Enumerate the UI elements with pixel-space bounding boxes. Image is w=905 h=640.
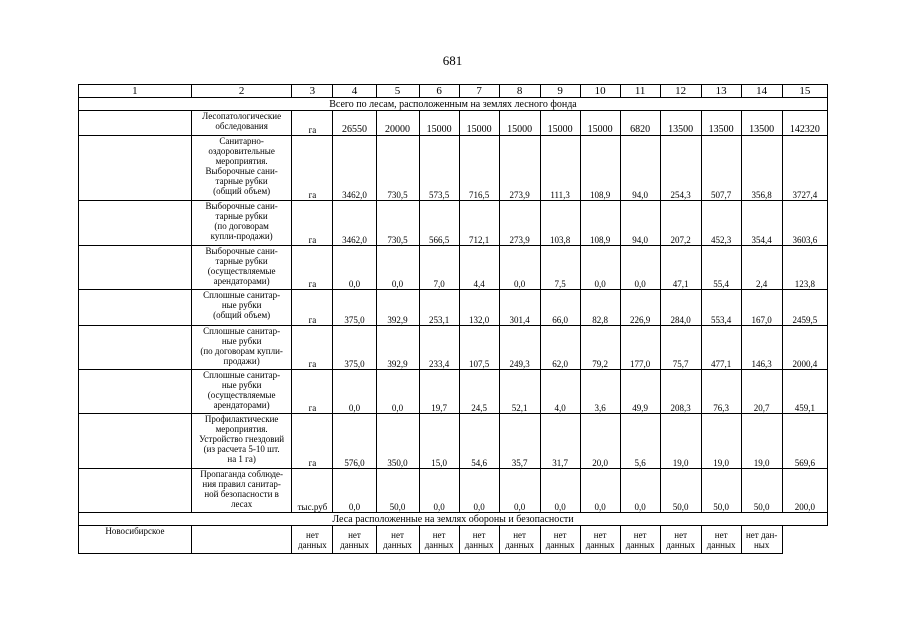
cell-value: 477,1 — [701, 326, 741, 370]
cell-value: 50,0 — [660, 469, 701, 513]
cell-value: 273,9 — [499, 201, 540, 246]
col-header: 2 — [191, 85, 292, 98]
page-number: 681 — [442, 53, 463, 68]
section-header-row — [79, 98, 828, 111]
col-header: 10 — [580, 85, 620, 98]
col-header: 11 — [620, 85, 660, 98]
cell-value: 66,0 — [540, 290, 580, 326]
cell-value: нет данных — [333, 526, 376, 554]
cell-value: 0,0 — [620, 246, 660, 290]
region-name: Новосибирское — [79, 526, 192, 554]
row-name: Пропаганда соблюде- ния правил санитар- ной безопасности в лесах — [191, 469, 292, 513]
cell-value: 0,0 — [540, 469, 580, 513]
cell-value: 207,2 — [660, 201, 701, 246]
cell-value: 730,5 — [376, 136, 419, 201]
cell-value: 254,3 — [660, 136, 701, 201]
cell-value: 576,0 — [333, 414, 376, 469]
cell-value: 716,5 — [459, 136, 499, 201]
cell-value: 19,0 — [660, 414, 701, 469]
cell-value: 111,3 — [540, 136, 580, 201]
cell-value: нет данных — [499, 526, 540, 554]
cell-value: 507,7 — [701, 136, 741, 201]
cell-value: 375,0 — [333, 290, 376, 326]
cell-value: 20,7 — [741, 370, 782, 414]
cell-value: 13500 — [660, 111, 701, 136]
cell-value: 123,8 — [782, 246, 827, 290]
row-unit: га — [292, 136, 333, 201]
cell-value: 19,0 — [701, 414, 741, 469]
cell-value: 75,7 — [660, 326, 701, 370]
row-name: Сплошные санитар- ные рубки (осуществляемые арендаторами) — [191, 370, 292, 414]
cell-value: 2000,4 — [782, 326, 827, 370]
col-header: 13 — [701, 85, 741, 98]
cell-value: 31,7 — [540, 414, 580, 469]
cell-value: 730,5 — [376, 201, 419, 246]
col-header: 15 — [782, 85, 827, 98]
cell-value: 142320 — [782, 111, 827, 136]
table-row — [79, 469, 828, 513]
cell-value: 459,1 — [782, 370, 827, 414]
row-name: Выборочные сани- тарные рубки (осуществляемые арендаторами) — [191, 246, 292, 290]
cell-value: 13500 — [741, 111, 782, 136]
cell-value: 54,6 — [459, 414, 499, 469]
row-name: Выборочные сани- тарные рубки (по договорам купли-продажи) — [191, 201, 292, 246]
table-row — [79, 246, 828, 290]
cell-value: 200,0 — [782, 469, 827, 513]
cell-value: 52,1 — [499, 370, 540, 414]
cell-value: 4,4 — [459, 246, 499, 290]
cell-value: 553,4 — [701, 290, 741, 326]
cell-value: 350,0 — [376, 414, 419, 469]
cell-value: 573,5 — [419, 136, 459, 201]
cell-value: 226,9 — [620, 290, 660, 326]
cell-value: нет данных — [620, 526, 660, 554]
cell-value: 452,3 — [701, 201, 741, 246]
cell-value: 62,0 — [540, 326, 580, 370]
cell-value: 301,4 — [499, 290, 540, 326]
cell-value: нет данных — [580, 526, 620, 554]
table-row — [79, 201, 828, 246]
cell-value: 0,0 — [580, 246, 620, 290]
row-unit: га — [292, 111, 333, 136]
cell-value: 15000 — [459, 111, 499, 136]
row-name: Сплошные санитар- ные рубки (общий объем) — [191, 290, 292, 326]
cell-value: 146,3 — [741, 326, 782, 370]
cell-value: 5,6 — [620, 414, 660, 469]
cell-value: 15000 — [540, 111, 580, 136]
row-unit: га — [292, 201, 333, 246]
cell-value: 0,0 — [499, 246, 540, 290]
row-unit: га — [292, 414, 333, 469]
cell-value: 50,0 — [701, 469, 741, 513]
col-header: 4 — [333, 85, 376, 98]
cell-value: 6820 — [620, 111, 660, 136]
cell-value: 0,0 — [620, 469, 660, 513]
cell-value: 392,9 — [376, 326, 419, 370]
cell-value: 3,6 — [580, 370, 620, 414]
cell-value: 0,0 — [499, 469, 540, 513]
cell-value: 24,5 — [459, 370, 499, 414]
cell-value: 392,9 — [376, 290, 419, 326]
cell-value: 15,0 — [419, 414, 459, 469]
cell-value: 167,0 — [741, 290, 782, 326]
column-number-row — [79, 85, 828, 98]
cell-value: нет данных — [701, 526, 741, 554]
section-title: Всего по лесам, расположенным на землях лесного фонда — [79, 98, 828, 111]
cell-value: 3727,4 — [782, 136, 827, 201]
row-unit: га — [292, 290, 333, 326]
cell-value: 20,0 — [580, 414, 620, 469]
cell-value: 108,9 — [580, 136, 620, 201]
cell-value: 7,0 — [419, 246, 459, 290]
cell-value: 566,5 — [419, 201, 459, 246]
cell-value: 0,0 — [419, 469, 459, 513]
col-header: 8 — [499, 85, 540, 98]
cell-value: 35,7 — [499, 414, 540, 469]
cell-value: 249,3 — [499, 326, 540, 370]
col-header: 12 — [660, 85, 701, 98]
cell-value: 19,0 — [741, 414, 782, 469]
cell-value: 4,0 — [540, 370, 580, 414]
col-header: 1 — [79, 85, 192, 98]
cell-value: 26550 — [333, 111, 376, 136]
cell-value: нет данных — [376, 526, 419, 554]
cell-value: 273,9 — [499, 136, 540, 201]
cell-value: 103,8 — [540, 201, 580, 246]
cell-value: 15000 — [499, 111, 540, 136]
cell-value: 0,0 — [376, 246, 419, 290]
cell-value: 50,0 — [741, 469, 782, 513]
cell-value: 356,8 — [741, 136, 782, 201]
cell-value: 233,4 — [419, 326, 459, 370]
cell-value: нет данных — [419, 526, 459, 554]
row-unit: га — [292, 326, 333, 370]
cell-value: 0,0 — [333, 246, 376, 290]
cell-value: 0,0 — [333, 370, 376, 414]
table-row — [79, 414, 828, 469]
cell-value: 0,0 — [376, 370, 419, 414]
cell-value: нет данных — [540, 526, 580, 554]
row-name: Лесопатологические обследования — [191, 111, 292, 136]
cell-value: 253,1 — [419, 290, 459, 326]
cell-value: 82,8 — [580, 290, 620, 326]
cell-value: 94,0 — [620, 201, 660, 246]
col-header: 3 — [292, 85, 333, 98]
cell-value: 0,0 — [459, 469, 499, 513]
cell-value: 15000 — [580, 111, 620, 136]
cell-value: 0,0 — [580, 469, 620, 513]
cell-value: 7,5 — [540, 246, 580, 290]
col-header: 6 — [419, 85, 459, 98]
cell-value: 55,4 — [701, 246, 741, 290]
row-unit: тыс.руб — [292, 469, 333, 513]
section-title: Леса расположенные на землях обороны и безопасности — [79, 513, 828, 526]
cell-value: 712,1 — [459, 201, 499, 246]
cell-value: нет данных — [459, 526, 499, 554]
cell-value: 177,0 — [620, 326, 660, 370]
table-row — [79, 136, 828, 201]
cell-value: 354,4 — [741, 201, 782, 246]
table-row — [79, 290, 828, 326]
cell-value: 3462,0 — [333, 136, 376, 201]
cell-value: нет данных — [292, 526, 333, 554]
region-row — [79, 526, 828, 554]
col-header: 14 — [741, 85, 782, 98]
cell-value: 2,4 — [741, 246, 782, 290]
cell-value: 0,0 — [333, 469, 376, 513]
row-unit: га — [292, 370, 333, 414]
cell-value: 13500 — [701, 111, 741, 136]
cell-value: 76,3 — [701, 370, 741, 414]
row-unit: га — [292, 246, 333, 290]
cell-value: 108,9 — [580, 201, 620, 246]
cell-value: 284,0 — [660, 290, 701, 326]
row-name: Профилактические мероприятия. Устройство гнездовий (из расчета 5-10 шт. на 1 га) — [191, 414, 292, 469]
section-header-row — [79, 513, 828, 526]
cell-value: 3603,6 — [782, 201, 827, 246]
cell-value: 132,0 — [459, 290, 499, 326]
cell-value: 107,5 — [459, 326, 499, 370]
cell-value: нет дан- ных — [741, 526, 782, 554]
cell-value: 3462,0 — [333, 201, 376, 246]
table-row — [79, 326, 828, 370]
col-header: 5 — [376, 85, 419, 98]
cell-value: 49,9 — [620, 370, 660, 414]
col-header: 9 — [540, 85, 580, 98]
cell-value: 94,0 — [620, 136, 660, 201]
cell-value: 208,3 — [660, 370, 701, 414]
cell-value: нет данных — [660, 526, 701, 554]
table-row — [79, 111, 828, 136]
forest-protection-table — [78, 84, 828, 554]
cell-value: 2459,5 — [782, 290, 827, 326]
col-header: 7 — [459, 85, 499, 98]
cell-value: 569,6 — [782, 414, 827, 469]
row-name: Сплошные санитар- ные рубки (по договорам купли- продажи) — [191, 326, 292, 370]
cell-value: 79,2 — [580, 326, 620, 370]
cell-value: 20000 — [376, 111, 419, 136]
row-name: Санитарно- оздоровительные мероприятия. Выборочные сани- тарные рубки (общий объем) — [191, 136, 292, 201]
cell-value: 47,1 — [660, 246, 701, 290]
cell-value: 15000 — [419, 111, 459, 136]
cell-value: 375,0 — [333, 326, 376, 370]
cell-value: 19,7 — [419, 370, 459, 414]
table-row — [79, 370, 828, 414]
cell-value: 50,0 — [376, 469, 419, 513]
